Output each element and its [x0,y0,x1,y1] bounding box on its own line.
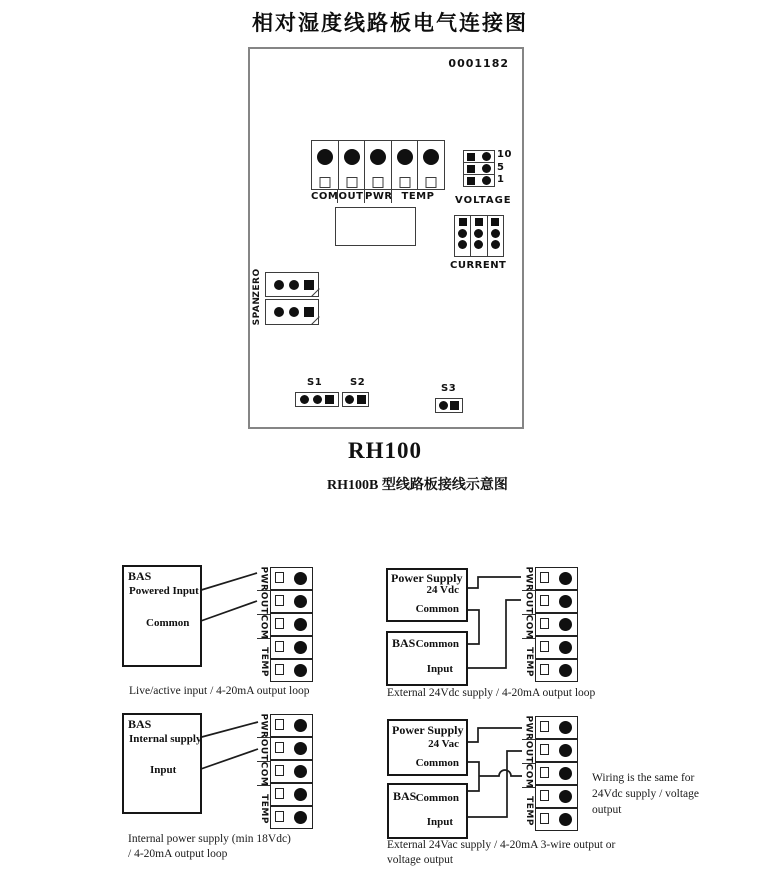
terminal-screw-icon [540,767,549,778]
switch-s3 [435,398,463,413]
strip-cell [270,714,313,737]
terminal-cell [338,140,366,190]
box-line: Common [415,792,459,804]
strip-label-out: OUT [523,740,534,763]
strip-cell [270,806,313,829]
terminal-screw-icon [275,765,284,776]
strip-label-pwr: PWR [258,566,269,591]
terminal-hole-icon [294,595,307,608]
note-line: Wiring is the same for [592,772,695,784]
strip-label-pwr: PWR [523,566,534,591]
terminal-label-out: OUT [338,191,364,202]
wire-input-to-out [198,749,258,770]
box-line: Common [415,638,459,650]
jumper-pin-icon [482,164,491,173]
terminal-screw-icon [426,177,437,188]
diagram-caption [128,832,291,861]
terminal-strip [257,567,313,685]
jumper-pin-icon [482,152,491,161]
page-title: 相对湿度线路板电气连接图 [252,11,528,35]
box-line: Powered Input [129,585,199,597]
box-title: BAS [128,717,152,731]
box-line: Input [150,764,177,776]
terminal-screw-icon [275,618,284,629]
terminal-screw-icon [540,813,549,824]
terminal-screw-icon [540,641,549,652]
strip-cell [270,760,313,783]
jumper-pin-icon [475,218,483,226]
box-title: BAS [393,789,417,803]
switch-pin-icon [345,395,354,404]
strip-label-out: OUT [258,591,269,614]
terminal-screw-icon [540,744,549,755]
jumper-pin-icon [467,177,475,185]
board-model-name: RH100 [348,438,422,463]
switch-pin-icon [450,401,459,410]
jumper-pin-icon [467,165,475,173]
strip-cell [270,636,313,659]
strip-label-temp: TEMP [523,796,534,826]
strip-cell [270,783,313,806]
switch-pin-icon [357,395,366,404]
wire-internal-supply-to-pwr [198,722,258,738]
voltage-jumper-row [464,175,494,186]
terminal-hole-icon [317,149,333,165]
board-caption: RH100B 型线路板接线示意图 [327,478,508,493]
board-terminal-block [311,140,445,190]
strip-label-com: COM [523,614,534,639]
box-title: BAS [128,569,152,583]
wire-input-to-out [464,751,522,817]
terminal-hole-icon [294,618,307,631]
terminal-screw-icon [275,719,284,730]
terminal-hole-icon [294,765,307,778]
board-part-number: 0001182 [448,57,509,70]
pot-pin-icon [289,280,299,290]
terminal-hole-icon [294,742,307,755]
terminal-hole-icon [559,595,572,608]
terminal-label-pwr: PWR [365,191,393,202]
pot-pin-icon [274,307,284,317]
terminal-hole-icon [397,149,413,165]
note-line: 24Vdc supply / voltage [592,788,699,800]
bas-box-vdc [386,631,468,686]
terminal-cell [311,140,339,190]
strip-label-com: COM [258,614,269,639]
jumper-pin-icon [491,240,500,249]
terminal-screw-icon [275,641,284,652]
terminal-screw-icon [346,177,357,188]
voltage-scale-10: 10 [497,149,512,160]
s2-label: S2 [350,377,366,388]
strip-cell [535,613,578,636]
s3-label: S3 [441,383,457,394]
terminal-strip-cells [270,567,313,685]
wire-powered-input-to-pwr [198,573,257,591]
diagram-caption: Live/active input / 4-20mA output loop [129,685,310,697]
box-line: 24 Vac [428,738,459,750]
terminal-screw-icon [275,742,284,753]
voltage-jumper-block [463,150,495,187]
terminal-hole-icon [423,149,439,165]
terminal-hole-icon [294,664,307,677]
terminal-hole-icon [559,618,572,631]
strip-label-out: OUT [258,738,269,761]
switch-pin-icon [313,395,322,404]
terminal-screw-icon [540,595,549,606]
caption-line: Internal power supply (min 18Vdc) [128,833,291,845]
box-title: Power Supply [392,723,464,737]
current-label: CURRENT [450,260,507,271]
terminal-cell [417,140,445,190]
box-title: Power Supply [391,571,463,585]
terminal-screw-icon [540,721,549,732]
current-jumper-block [454,215,504,257]
switch-s2 [342,392,369,407]
jumper-pin-icon [491,218,499,226]
terminal-screw-icon [275,664,284,675]
jumper-pin-icon [491,229,500,238]
strip-cell [535,762,578,785]
terminal-cell [391,140,419,190]
wiring-note [592,770,699,818]
voltage-scale-1: 1 [497,174,505,186]
terminal-strip-labels [257,567,270,685]
jumper-pin-icon [482,176,491,185]
zero-label: ZERO [252,268,262,298]
terminal-labels [311,190,444,203]
strip-label-out: OUT [523,591,534,614]
jumper-pin-icon [458,229,467,238]
terminal-strip-cells [535,567,578,685]
terminal-hole-icon [294,641,307,654]
jumper-pin-icon [474,240,483,249]
strip-cell [535,636,578,659]
terminal-screw-icon [275,595,284,606]
terminal-hole-icon [559,744,572,757]
terminal-strip [257,714,313,832]
voltage-label: VOLTAGE [455,195,512,206]
jumper-pin-icon [459,218,467,226]
terminal-hole-icon [559,767,572,780]
terminal-strip-labels [522,716,535,834]
terminal-screw-icon [540,572,549,583]
terminal-hole-icon [559,572,572,585]
caption-line: External 24Vac supply / 4-20mA 3-wire output or [387,839,616,851]
terminal-hole-icon [370,149,386,165]
pot-pin-icon [304,280,314,290]
diagram-caption [387,838,615,867]
strip-label-temp: TEMP [523,647,534,677]
circuit-board-outline [248,47,524,429]
strip-label-pwr: PWR [258,713,269,738]
terminal-hole-icon [559,790,572,803]
pot-pin-icon [304,307,314,317]
terminal-strip-cells [535,716,578,834]
strip-cell [270,737,313,760]
terminal-screw-icon [275,788,284,799]
terminal-hole-icon [559,664,572,677]
strip-cell [535,659,578,682]
terminal-screw-icon [540,790,549,801]
component-outline [335,207,416,246]
terminal-hole-icon [559,721,572,734]
voltage-scale-5: 5 [497,161,505,173]
voltage-scale-labels [497,149,512,187]
box-line: Common [415,757,459,769]
strip-cell [535,567,578,590]
terminal-screw-icon [540,664,549,675]
terminal-label-temp: TEMP [391,190,444,203]
diagram-caption: External 24Vdc supply / 4-20mA output loop [387,687,596,699]
note-line: output [592,804,622,816]
strip-label-temp: TEMP [258,794,269,824]
zero-pot [265,272,319,297]
jumper-pin-icon [458,240,467,249]
strip-cell [270,613,313,636]
switch-pin-icon [439,401,448,410]
strip-label-temp: TEMP [258,647,269,677]
strip-label-com: COM [523,763,534,788]
strip-cell [270,659,313,682]
box-line: Input [426,816,453,828]
strip-label-pwr: PWR [523,715,534,740]
switch-pin-icon [300,395,309,404]
terminal-strip [522,567,578,685]
switch-pin-icon [325,395,334,404]
wire-common-to-out [198,601,257,622]
strip-label-com: COM [258,761,269,786]
terminal-hole-icon [559,813,572,826]
terminal-cell [364,140,392,190]
terminal-strip-labels [522,567,535,685]
box-line: 24 Vdc [426,584,459,596]
strip-cell [535,590,578,613]
box-title: BAS [392,636,416,650]
wire-24vac-to-pwr [464,728,522,742]
terminal-strip-labels [257,714,270,832]
strip-cell [535,785,578,808]
terminal-screw-icon [399,177,410,188]
jumper-pin-icon [474,229,483,238]
terminal-hole-icon [294,788,307,801]
terminal-screw-icon [320,177,331,188]
current-jumper-column [455,216,471,256]
bas-box-internal [122,713,202,814]
terminal-strip [522,716,578,834]
terminal-hole-icon [559,641,572,654]
span-pot [265,299,319,325]
jumper-pin-icon [467,153,475,161]
strip-cell [270,590,313,613]
power-supply-box-vdc [386,568,468,622]
pot-pin-icon [274,280,284,290]
current-jumper-column [488,216,503,256]
terminal-screw-icon [275,811,284,822]
caption-line: / 4-20mA output loop [128,847,228,860]
terminal-strip-cells [270,714,313,832]
wire-24vdc-to-pwr [464,577,521,588]
current-jumper-column [471,216,487,256]
voltage-jumper-row [464,163,494,175]
terminal-hole-icon [344,149,360,165]
terminal-hole-icon [294,572,307,585]
wire-common-to-com-with-hop [479,770,522,776]
terminal-hole-icon [294,719,307,732]
strip-cell [270,567,313,590]
terminal-hole-icon [294,811,307,824]
voltage-jumper-row [464,151,494,163]
power-supply-box-vac [387,719,468,776]
terminal-screw-icon [540,618,549,629]
box-line: Common [415,603,459,615]
strip-cell [535,716,578,739]
strip-cell [535,739,578,762]
switch-s1 [295,392,339,407]
box-line: Common [146,617,190,629]
terminal-screw-icon [275,572,284,583]
wire-input-to-out [464,600,521,668]
box-line: Internal supply [129,733,202,745]
pot-pin-icon [289,307,299,317]
bas-box-vac [387,783,468,839]
s1-label: S1 [307,377,323,388]
strip-cell [535,808,578,831]
terminal-screw-icon [373,177,384,188]
caption-line: voltage output [387,853,454,866]
box-line: Input [426,663,453,675]
span-label: SPAN [252,296,262,326]
bas-box-live-active [122,565,202,667]
terminal-label-com: COM [311,191,339,202]
